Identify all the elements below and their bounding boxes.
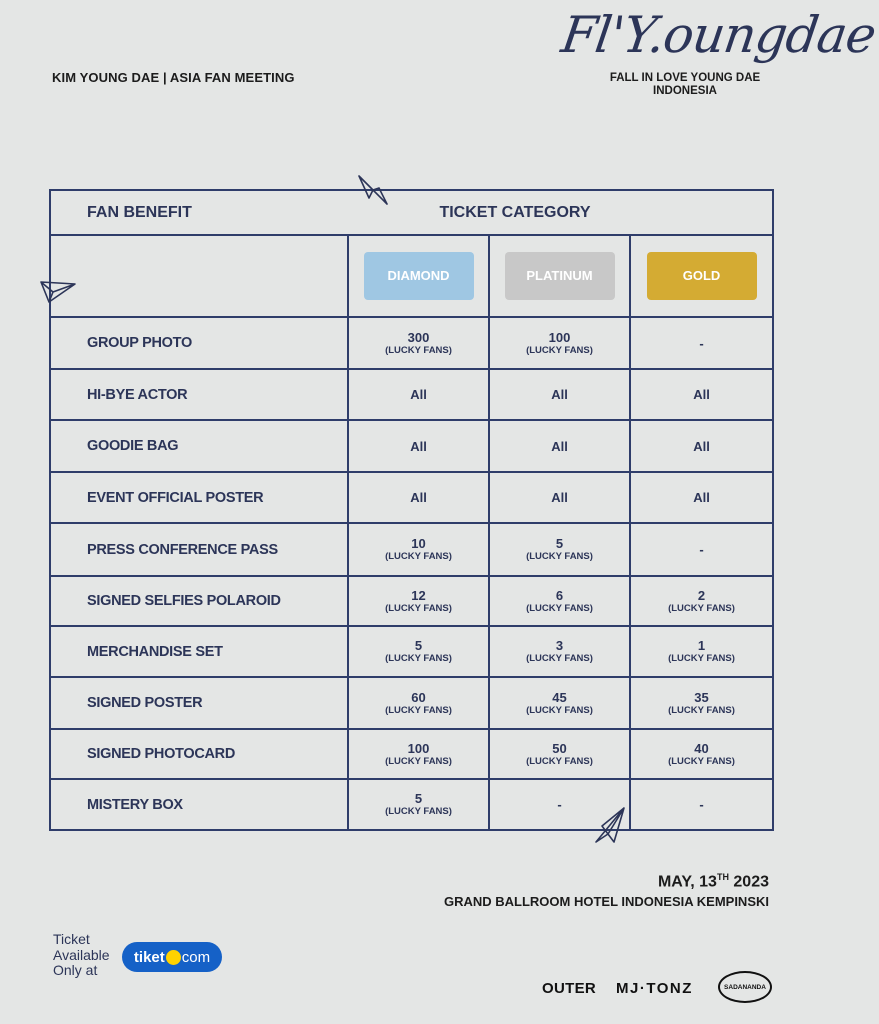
benefit-value-cell	[630, 576, 773, 626]
category-platinum-cell	[489, 235, 630, 317]
benefit-value-cell	[348, 729, 489, 779]
benefit-value: 60	[411, 689, 426, 705]
table-row	[50, 677, 773, 729]
benefit-value: 5	[414, 791, 423, 806]
event-date	[658, 872, 769, 891]
tiket-logo-right: com	[181, 948, 211, 966]
benefit-label: SIGNED PHOTOCARD	[50, 729, 348, 779]
benefit-value: 50	[552, 740, 567, 756]
benefit-value-note: (LUCKY FANS)	[668, 704, 735, 716]
paper-plane-icon	[355, 168, 391, 208]
benefit-value: 10	[411, 536, 426, 551]
event-logo: Fl'Y.oungdae	[557, 6, 879, 64]
benefit-value-cell	[630, 779, 773, 830]
benefit-value-cell	[489, 472, 630, 523]
platinum-badge: PLATINUM	[505, 252, 615, 300]
paper-plane-icon	[592, 806, 628, 846]
category-blank-cell	[50, 235, 348, 317]
benefit-value-cell	[348, 420, 489, 472]
benefit-value: All	[693, 438, 710, 454]
benefit-label: GOODIE BAG	[50, 420, 348, 472]
benefit-value-cell	[348, 472, 489, 523]
benefit-value-cell	[630, 677, 773, 729]
benefit-value: All	[410, 490, 427, 505]
benefit-value-note: (LUCKY FANS)	[668, 755, 735, 767]
sponsor-sadananda-logo: SADANANDA	[718, 971, 772, 1003]
benefit-value: All	[693, 490, 710, 505]
benefit-value: All	[410, 438, 427, 454]
benefit-value: 300	[407, 329, 430, 345]
benefit-label: MERCHANDISE SET	[50, 626, 348, 677]
table-row	[50, 472, 773, 523]
benefit-value: 5	[555, 536, 564, 551]
benefit-value-note: (LUCKY FANS)	[668, 602, 735, 614]
benefit-value: All	[693, 387, 710, 402]
benefit-value-note: (LUCKY FANS)	[385, 806, 452, 817]
benefit-value: 1	[697, 638, 706, 653]
benefit-value: All	[551, 387, 568, 402]
benefit-value: -	[557, 797, 562, 812]
table-row	[50, 779, 773, 830]
table-row	[50, 420, 773, 472]
benefit-value-cell	[489, 626, 630, 677]
benefit-value: -	[699, 797, 704, 812]
benefit-value: 40	[694, 740, 709, 756]
paper-plane-icon	[39, 276, 79, 306]
benefit-label: EVENT OFFICIAL POSTER	[50, 472, 348, 523]
benefit-value-cell	[630, 523, 773, 576]
date-day: MAY, 13	[657, 873, 717, 891]
benefit-value: 35	[694, 689, 709, 705]
benefit-value: 45	[552, 689, 567, 705]
benefit-value: All	[551, 438, 568, 454]
benefit-value: 2	[697, 587, 706, 603]
benefit-value-note: (LUCKY FANS)	[385, 704, 452, 716]
benefit-value-cell	[348, 677, 489, 729]
table-row	[50, 523, 773, 576]
tiket-com-logo[interactable]	[122, 942, 222, 972]
benefit-value-cell	[489, 677, 630, 729]
benefit-value-note: (LUCKY FANS)	[526, 704, 593, 716]
benefit-label: PRESS CONFERENCE PASS	[50, 523, 348, 576]
benefit-value-cell	[489, 317, 630, 369]
event-venue: GRAND BALLROOM HOTEL INDONESIA KEMPINSKI	[443, 894, 769, 909]
diamond-badge: DIAMOND	[364, 252, 474, 300]
ticket-availability-text: Ticket Available Only at	[53, 931, 110, 978]
benefit-value: 100	[548, 329, 571, 345]
table-row	[50, 576, 773, 626]
benefit-label: HI-BYE ACTOR	[50, 369, 348, 420]
benefit-value-note: (LUCKY FANS)	[385, 602, 452, 614]
benefit-value: -	[699, 542, 704, 557]
benefit-value-note: (LUCKY FANS)	[526, 551, 593, 562]
benefit-value-note: (LUCKY FANS)	[526, 653, 593, 664]
benefit-value-cell	[489, 369, 630, 420]
benefit-value-cell	[630, 420, 773, 472]
date-suffix: TH	[716, 872, 729, 882]
benefit-value-cell	[630, 472, 773, 523]
logo-sub-line1: FALL IN LOVE YOUNG DAE	[609, 72, 761, 84]
benefit-value-note: (LUCKY FANS)	[385, 653, 452, 664]
benefit-value-cell	[489, 729, 630, 779]
benefit-value-cell	[348, 576, 489, 626]
benefit-value-note: (LUCKY FANS)	[526, 755, 593, 767]
category-gold-cell	[630, 235, 773, 317]
benefit-value: All	[551, 490, 568, 505]
benefit-value-note: (LUCKY FANS)	[385, 551, 452, 562]
benefit-label: SIGNED POSTER	[50, 677, 348, 729]
tiket-logo-dot-icon	[166, 950, 181, 965]
benefit-value: All	[410, 387, 427, 402]
benefit-value-note: (LUCKY FANS)	[385, 755, 452, 767]
benefit-value: 100	[407, 740, 430, 756]
benefit-value: -	[699, 335, 704, 351]
benefit-value-cell	[348, 523, 489, 576]
category-diamond-cell	[348, 235, 489, 317]
date-year: 2023	[728, 873, 769, 891]
benefit-label: GROUP PHOTO	[50, 317, 348, 369]
benefit-value: 5	[414, 638, 423, 653]
benefit-value-cell	[630, 317, 773, 369]
benefit-value-note: (LUCKY FANS)	[668, 653, 735, 664]
benefit-value-cell	[630, 626, 773, 677]
category-row	[50, 235, 773, 317]
benefit-label: SIGNED SELFIES POLAROID	[50, 576, 348, 626]
sponsor-mjtonz-logo: MJ·TONZ	[616, 980, 693, 997]
event-logo-subtitle	[600, 72, 770, 98]
table-row	[50, 369, 773, 420]
benefit-value-note: (LUCKY FANS)	[385, 344, 452, 356]
benefit-value-cell	[348, 626, 489, 677]
table-row	[50, 626, 773, 677]
benefit-value-cell	[348, 779, 489, 830]
benefit-value-cell	[348, 369, 489, 420]
benefit-value-cell	[489, 420, 630, 472]
benefit-value: 3	[555, 638, 564, 653]
logo-sub-line2: INDONESIA	[653, 85, 717, 97]
benefit-value-cell	[489, 523, 630, 576]
fan-benefit-header: FAN BENEFIT	[50, 190, 348, 235]
table-row	[50, 729, 773, 779]
table-row	[50, 317, 773, 369]
benefit-value-cell	[348, 317, 489, 369]
benefit-value-note: (LUCKY FANS)	[526, 602, 593, 614]
benefit-label: MISTERY BOX	[50, 779, 348, 830]
ticket-category-header: TICKET CATEGORY	[348, 190, 773, 235]
benefit-value: 6	[555, 587, 564, 603]
benefit-value: 12	[411, 587, 426, 603]
event-title: KIM YOUNG DAE | ASIA FAN MEETING	[52, 70, 295, 85]
sponsor-outer-logo: OUTER	[542, 980, 596, 997]
benefit-value-cell	[489, 576, 630, 626]
fan-benefit-table	[49, 189, 772, 829]
benefit-value-cell	[630, 729, 773, 779]
benefit-value-note: (LUCKY FANS)	[526, 344, 593, 356]
table-header-row	[50, 190, 773, 235]
tiket-logo-left: tiket	[133, 948, 165, 966]
gold-badge: GOLD	[647, 252, 757, 300]
benefit-value-cell	[630, 369, 773, 420]
